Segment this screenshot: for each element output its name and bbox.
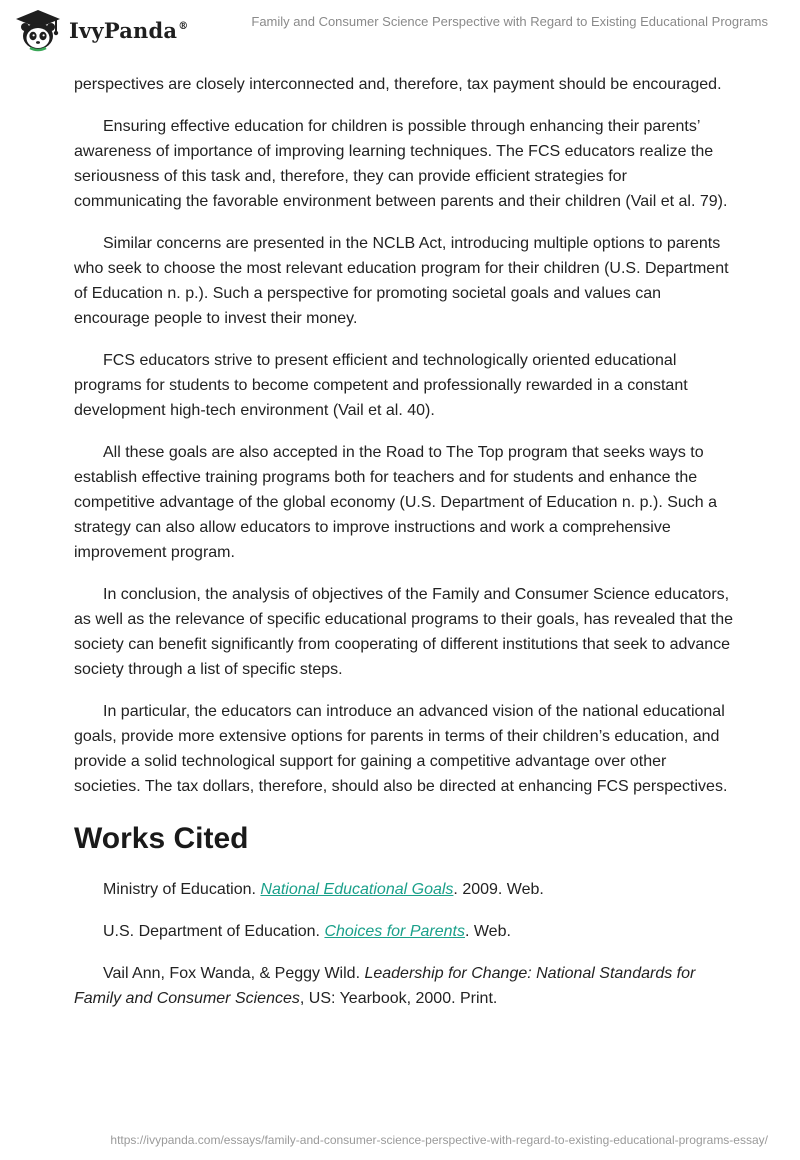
citation-entry: Ministry of Education. National Educational Goals. 2009. Web. (103, 881, 544, 898)
citation-title: Leadership for Change: National Standards for Family and Consumer Sciences (74, 965, 696, 1007)
panda-graduate-icon (14, 8, 62, 52)
paragraph: In conclusion, the analysis of objectives of the Family and Consumer Science educators, as well as the relevance of specific educational programs to their goals, has revealed that the society can benefit significantly from cooperating of different institutions that seek to advance society through a list of specific steps. (74, 586, 734, 678)
essay-body (74, 72, 734, 1028)
paragraph: All these goals are also accepted in the Road to The Top program that seeks ways to establish effective training programs both for teachers and for students and enhance the competitive advantage of the global economy (U.S. Department of Education n. p.). Such a strategy can also allow educators to improve instructions and work a comprehensive improvement program. (74, 444, 718, 561)
paragraph: perspectives are closely interconnected and, therefore, tax payment should be encouraged. (74, 76, 722, 93)
citation-link[interactable]: National Educational Goals (260, 881, 454, 898)
works-cited-heading: Works Cited (74, 822, 249, 855)
brand-name: IvyPanda® (69, 17, 189, 43)
running-title: Family and Consumer Science Perspective with Regard to Existing Educational Programs (251, 14, 768, 29)
ivypanda-logo[interactable] (14, 8, 188, 52)
paragraph: In particular, the educators can introduce an advanced vision of the national educational goals, provide more extensive options for parents in terms of their children’s education, and provide a solid technological support for gaining a competitive advantage over other societies. The tax dollars, therefore, should also be directed at enhancing FCS perspectives. (74, 703, 728, 795)
paragraph: Ensuring effective education for children is possible through enhancing their parents’ awareness of importance of improving learning techniques. The FCS educators realize the seriousness of this task and, therefore, they can provide efficient strategies for communicating the favorable environment between parents and their children (Vail et al. 79). (74, 118, 728, 210)
page-header (0, 0, 800, 70)
source-url[interactable]: https://ivypanda.com/essays/family-and-consumer-science-perspective-with-regard-to-existing-educational-programs-essay/ (110, 1133, 768, 1147)
citation-entry: Vail Ann, Fox Wanda, & Peggy Wild. Leadership for Change: National Standards for Family and Consumer Sciences, US: Yearbook, 2000. Print. (74, 965, 696, 1007)
citation-entry: U.S. Department of Education. Choices for Parents. Web. (103, 923, 511, 940)
paragraph: Similar concerns are presented in the NCLB Act, introducing multiple options to parents who seek to choose the most relevant education program for their children (U.S. Department of Education n. p.). Such a perspective for promoting societal goals and values can encourage people to invest their money. (74, 235, 729, 327)
citation-link[interactable]: Choices for Parents (324, 923, 465, 940)
paragraph: FCS educators strive to present efficient and technologically oriented educational programs for students to become competent and professionally rewarded in a constant development high-tech environment (Vail et al. 40). (74, 352, 688, 419)
